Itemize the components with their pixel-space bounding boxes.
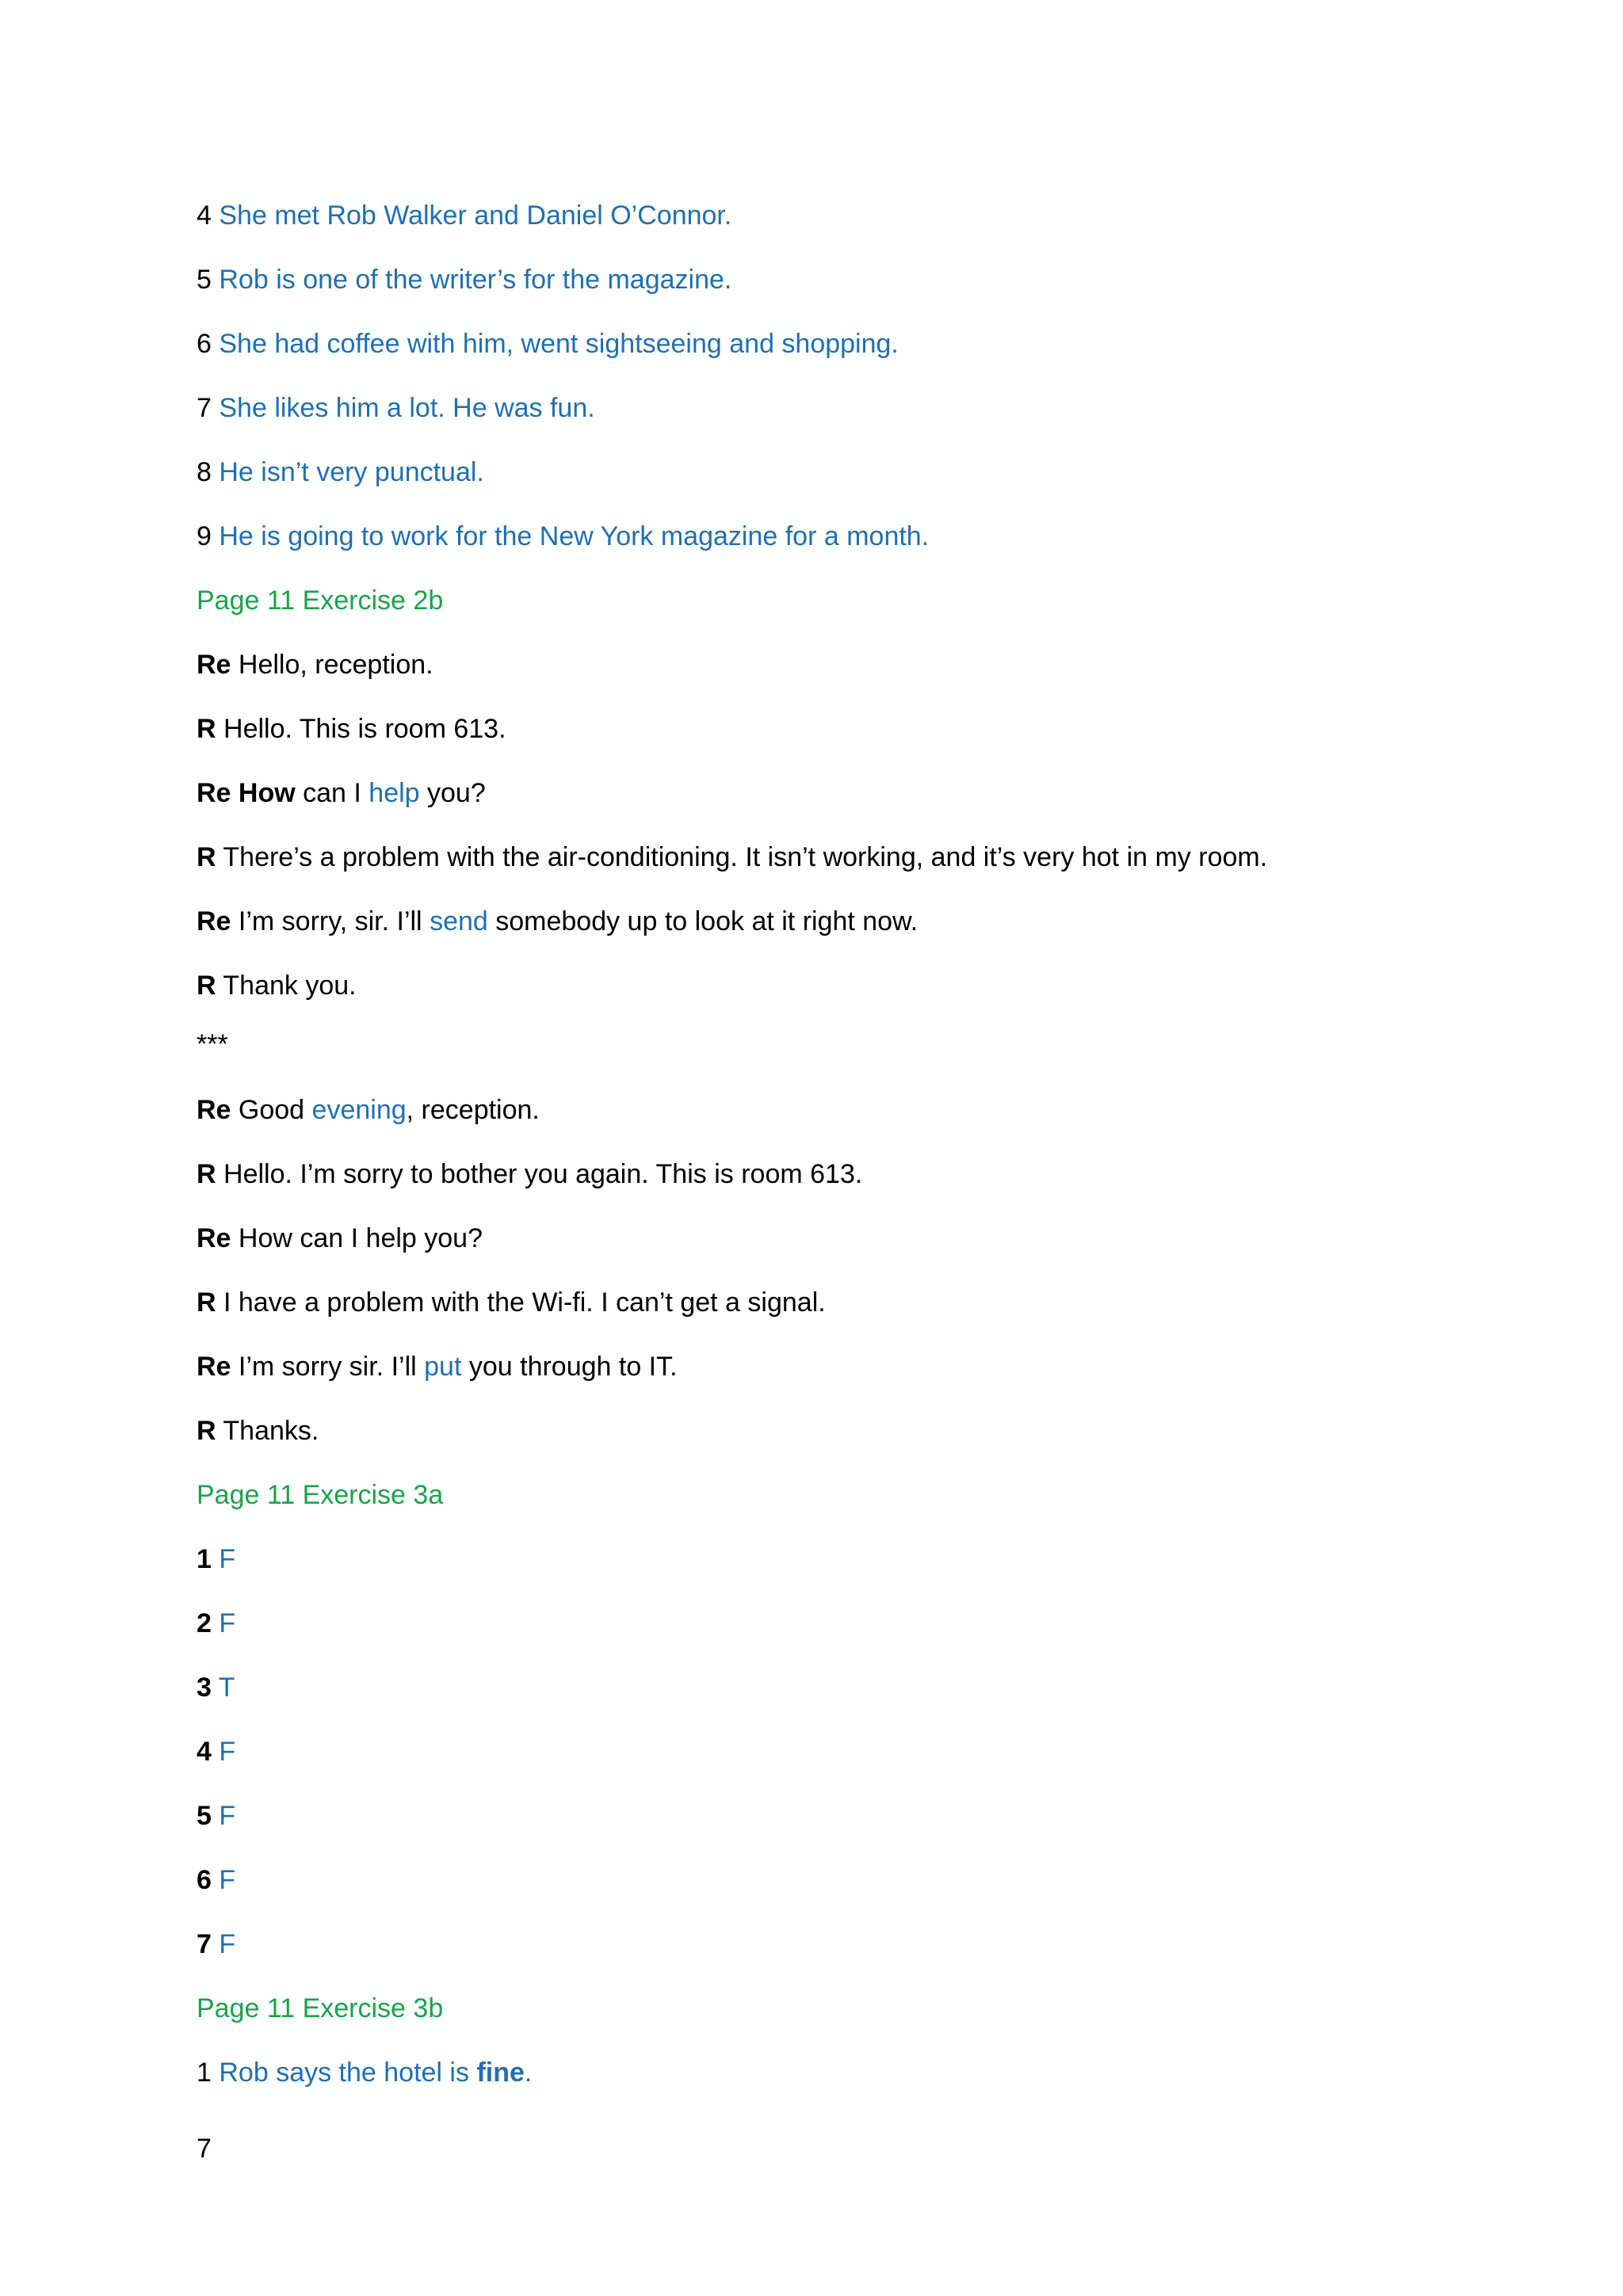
separator: *** — [197, 1029, 228, 1059]
answer-value: F — [219, 1608, 236, 1638]
dialogue-line — [197, 777, 486, 809]
section-heading-2b: Page 11 Exercise 2b — [197, 585, 444, 616]
answer-number: 4 — [197, 200, 212, 231]
dialogue-text: There’s a problem with the air-conditioning. It isn’t working, and it’s very hot in my room. — [216, 842, 1268, 872]
dialogue-text: I’m sorry sir. I’ll — [231, 1352, 425, 1382]
dialogue-text: I have a problem with the Wi-fi. I can’t get a signal. — [216, 1287, 826, 1318]
tf-answer — [197, 1608, 235, 1639]
gap-answer: send — [430, 906, 488, 936]
dialogue-text: Hello, reception. — [231, 650, 433, 680]
answer-number: 1 — [197, 1544, 212, 1574]
answer-line — [197, 264, 731, 296]
speaker-label: R — [197, 714, 216, 744]
dialogue-line — [197, 1415, 319, 1447]
gap-answer: evening — [311, 1095, 407, 1125]
answer-text: He is going to work for the New York magazine for a month. — [219, 521, 930, 551]
dialogue-line — [197, 841, 1267, 873]
dialogue-text: Thanks. — [216, 1416, 319, 1446]
speaker-label: R — [197, 1287, 216, 1318]
answer-line — [197, 200, 731, 231]
speaker-label: R — [197, 1416, 216, 1446]
speaker-label: Re How — [197, 778, 296, 808]
speaker-label: Re — [197, 650, 231, 680]
speaker-label: Re — [197, 1223, 231, 1253]
answer-number: 6 — [197, 329, 212, 359]
answer-text: She likes him a lot. He was fun. — [219, 393, 595, 423]
answer-line — [197, 2057, 532, 2088]
answer-number: 9 — [197, 521, 212, 551]
tf-answer — [197, 1864, 235, 1896]
speaker-label: R — [197, 842, 216, 872]
tf-answer — [197, 1800, 235, 1832]
answer-line — [197, 521, 929, 552]
dialogue-text: , reception. — [406, 1095, 540, 1125]
dialogue-text: somebody up to look at it right now. — [487, 906, 918, 936]
answer-number: 8 — [197, 457, 212, 487]
dialogue-line — [197, 1287, 826, 1318]
dialogue-line — [197, 649, 433, 681]
dialogue-line — [197, 906, 918, 937]
speaker-label: Re — [197, 906, 231, 936]
answer-number: 7 — [197, 1929, 212, 1959]
answer-text: She had coffee with him, went sightseeing and shopping. — [219, 329, 899, 359]
dialogue-text: Hello. This is room 613. — [216, 714, 506, 744]
answer-number: 3 — [197, 1672, 212, 1703]
tf-answer — [197, 1928, 235, 1960]
dialogue-text: you through to IT. — [461, 1352, 678, 1382]
dialogue-line — [197, 1158, 862, 1190]
answer-number: 5 — [197, 1801, 212, 1831]
dialogue-line — [197, 1094, 540, 1126]
section-heading-3b: Page 11 Exercise 3b — [197, 1993, 444, 2023]
tf-answer — [197, 1672, 235, 1703]
answer-value: F — [219, 1801, 236, 1831]
answer-number: 7 — [197, 393, 212, 423]
answer-number: 5 — [197, 265, 212, 295]
gap-answer: put — [424, 1352, 462, 1382]
answer-value: F — [219, 1929, 236, 1959]
answer-number: 6 — [197, 1865, 212, 1895]
answer-text: Rob says the hotel is — [219, 2058, 477, 2088]
answer-text: Rob is one of the writer’s for the magazine. — [219, 265, 732, 295]
answer-text: He isn’t very punctual. — [219, 457, 484, 487]
section-heading-3a: Page 11 Exercise 3a — [197, 1480, 444, 1510]
answer-keyword: fine — [476, 2058, 525, 2088]
dialogue-text: I’m sorry, sir. I’ll — [231, 906, 430, 936]
speaker-label: R — [197, 1159, 216, 1189]
dialogue-line — [197, 1222, 483, 1254]
dialogue-text: can I — [295, 778, 369, 808]
answer-number: 1 — [197, 2058, 212, 2088]
answer-line — [197, 392, 595, 424]
dialogue-line — [197, 970, 357, 1001]
answer-value: F — [219, 1865, 236, 1895]
answer-number: 4 — [197, 1737, 212, 1767]
answer-value: T — [218, 1672, 235, 1703]
dialogue-text: you? — [419, 778, 486, 808]
speaker-label: Re — [197, 1095, 231, 1125]
dialogue-text: Thank you. — [216, 971, 357, 1001]
answer-value: F — [219, 1544, 236, 1574]
gap-answer: help — [369, 778, 420, 808]
dialogue-line — [197, 713, 506, 745]
answer-text: . — [524, 2058, 533, 2088]
page-number: 7 — [197, 2134, 212, 2164]
answer-value: F — [219, 1737, 236, 1767]
answer-line — [197, 456, 484, 488]
dialogue-line — [197, 1351, 678, 1383]
answer-text: She met Rob Walker and Daniel O’Connor. — [219, 200, 732, 231]
tf-answer — [197, 1736, 235, 1768]
dialogue-text: How can I help you? — [231, 1223, 483, 1253]
speaker-label: R — [197, 971, 216, 1001]
dialogue-text: Hello. I’m sorry to bother you again. This is room 613. — [216, 1159, 863, 1189]
speaker-label: Re — [197, 1352, 231, 1382]
answer-line — [197, 328, 899, 360]
tf-answer — [197, 1543, 235, 1575]
dialogue-text: Good — [231, 1095, 312, 1125]
answer-number: 2 — [197, 1608, 212, 1638]
